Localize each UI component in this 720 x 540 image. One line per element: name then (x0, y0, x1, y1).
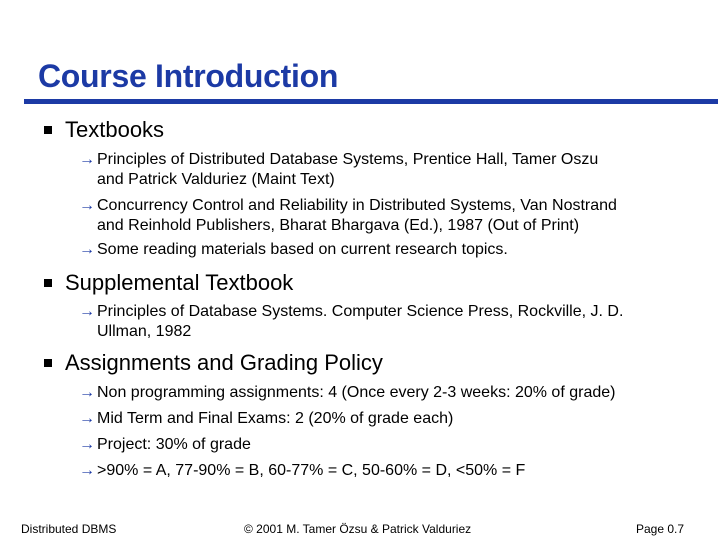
right-arrow-icon: → (79, 303, 95, 320)
title-underline (24, 99, 718, 104)
footer-page-number: Page 0.7 (636, 522, 685, 536)
section-heading-textbooks: Textbooks (65, 117, 165, 142)
list-item: → Principles of Distributed Database Systems, Prentice Hall, Tamer Oszu and Patrick Valduriez (Maint Text) (79, 151, 599, 188)
right-arrow-icon: → (79, 197, 95, 214)
right-arrow-icon: → (79, 410, 95, 427)
section-heading-assignments: Assignments and Grading Policy (65, 350, 383, 375)
right-arrow-icon: → (79, 151, 95, 168)
list-item: → Non programming assignments: 4 (Once every 2-3 weeks: 20% of grade) (79, 384, 616, 401)
list-item: → Concurrency Control and Reliability in Distributed Systems, Van Nostrand and Reinhold Publishers, Bharat Bhargava (Ed.), 1987 (Out of Print) (79, 197, 617, 234)
list-item: → Some reading materials based on current research topics. (79, 241, 508, 258)
list-item: → Project: 30% of grade (79, 436, 251, 453)
right-arrow-icon: → (79, 462, 95, 479)
square-bullet-icon (44, 279, 52, 287)
right-arrow-icon: → (79, 384, 95, 401)
square-bullet-icon (44, 126, 52, 134)
footer-course-name: Distributed DBMS (21, 522, 117, 536)
square-bullet-icon (44, 359, 52, 367)
list-item: → Principles of Database Systems. Computer Science Press, Rockville, J. D. Ullman, 1982 (79, 303, 624, 340)
right-arrow-icon: → (79, 436, 95, 453)
section-heading-supplemental: Supplemental Textbook (65, 270, 294, 295)
slide-title: Course Introduction (38, 58, 339, 94)
right-arrow-icon: → (79, 241, 95, 258)
footer-copyright: © 2001 M. Tamer Özsu & Patrick Valduriez (244, 522, 472, 536)
list-item: → >90% = A, 77-90% = B, 60-77% = C, 50-60% = D, <50% = F (79, 462, 526, 479)
list-item: → Mid Term and Final Exams: 2 (20% of grade each) (79, 410, 454, 427)
